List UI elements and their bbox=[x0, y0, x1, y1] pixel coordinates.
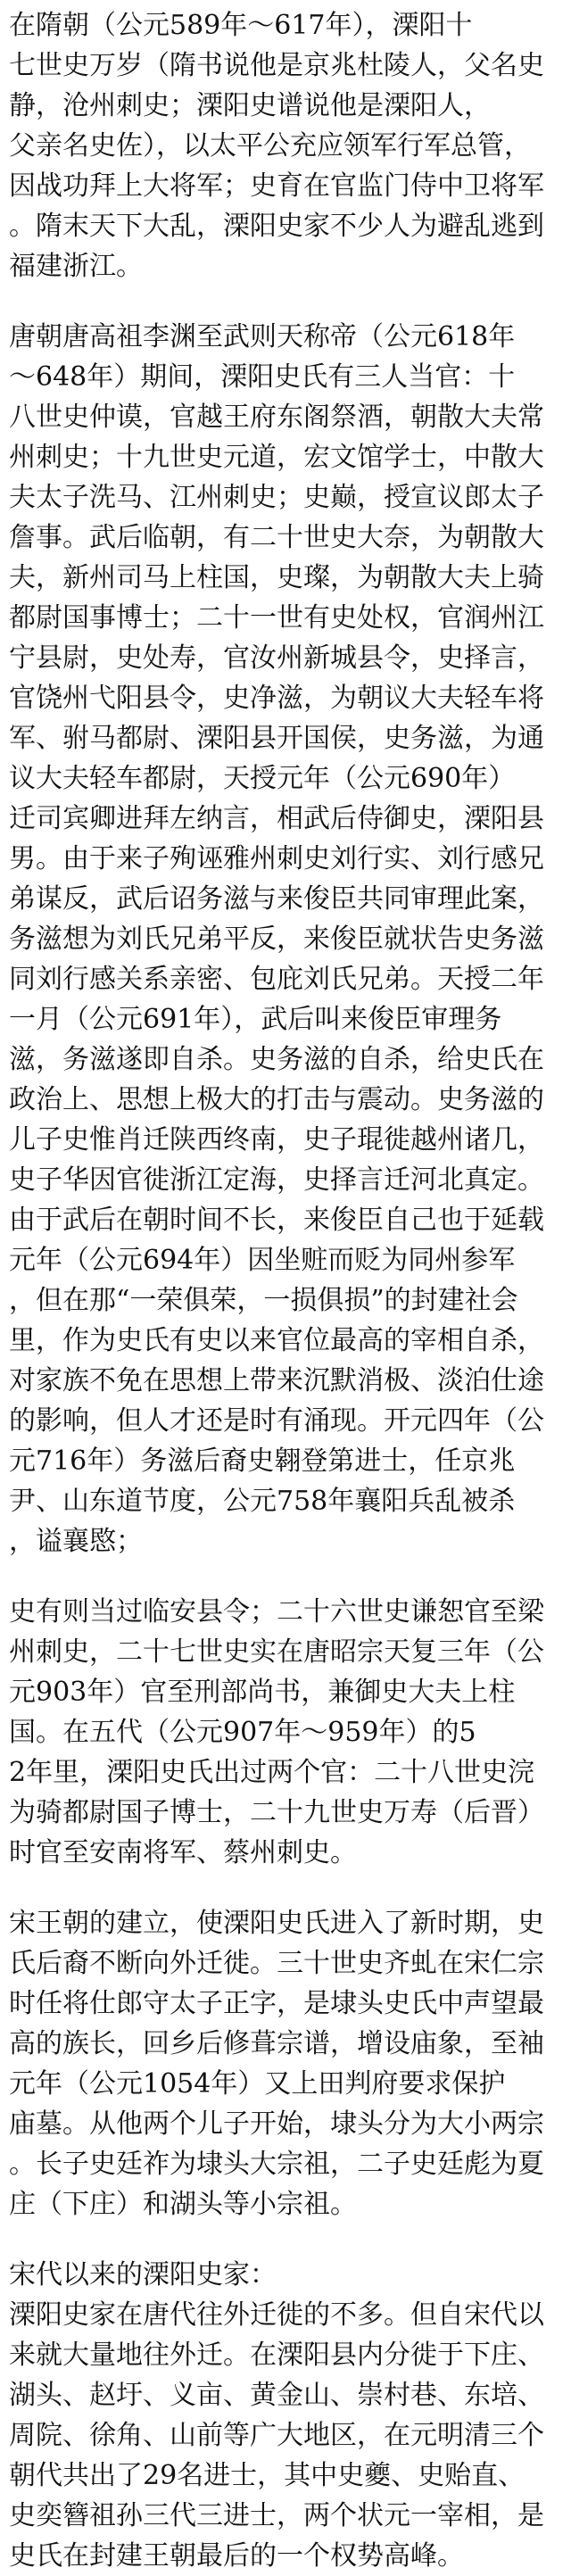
text-line: 朝代共出了29名进士，其中史夔、史贻直、 bbox=[9, 2460, 525, 2491]
text-line: 务滋想为刘氏兄弟平反，来俊臣就状告史务滋 bbox=[9, 924, 544, 955]
text-line: 2年里，溧阳史氏出过两个官：二十八世史浣 bbox=[9, 1757, 535, 1788]
text-line: 溧阳史家在唐代往外迁徙的不多。但自宋代以 bbox=[9, 2299, 544, 2331]
text-line: 史奕簪祖孙三代三进士，两个状元一宰相，是 bbox=[9, 2500, 544, 2531]
text-line: 对家族不免在思想上带来沉默消极、淡泊仕途 bbox=[9, 1365, 544, 1396]
text-line: 尹、山东道节度，公元758年襄阳兵乱被杀 bbox=[9, 1486, 516, 1517]
text-line: 的影响，但人才还是时有涌现。开元四年（公 bbox=[9, 1405, 544, 1437]
section-song-dynasty bbox=[9, 1903, 562, 2224]
text-line: 氏后裔不断向外迁徙。三十世史齐虬在宋仁宗 bbox=[9, 1948, 544, 1979]
text-line: 州刺史；十九世史元道，宏文馆学士，中散大 bbox=[9, 442, 544, 473]
text-line: 史子华因官徙浙江定海，史择言迁河北真定。 bbox=[9, 1164, 544, 1196]
text-line: 时任将仕郎守太子正字，是埭头史氏中声望最 bbox=[9, 1988, 544, 2019]
text-line: 七世史万岁（隋书说他是京兆杜陵人，父名史 bbox=[9, 50, 544, 81]
text-line: 湖头、赵圩、义亩、黄金山、崇村巷、东培、 bbox=[9, 2380, 544, 2411]
text-line: 宁县尉，史处寿，官汝州新城县令，史择言， bbox=[9, 642, 544, 674]
text-line: 州刺史，二十七世史实在唐昭宗天复三年（公 bbox=[9, 1636, 544, 1668]
text-line: 国。在五代（公元907年～959年）的5 bbox=[9, 1717, 476, 1748]
text-line: 八世史仲谟，官越王府东阁祭酒，朝散大夫常 bbox=[9, 402, 544, 433]
text-line: 官饶州弋阳县令，史净滋，为朝议大夫轻车将 bbox=[9, 683, 544, 714]
text-line: 议大夫轻车都尉，天授元年（公元690年） bbox=[9, 763, 516, 794]
text-line: 。长子史廷祚为埭头大宗祖，二子史廷彪为夏 bbox=[9, 2149, 544, 2180]
text-line: 静，沧州刺史；溧阳史谱说他是溧阳人， bbox=[9, 90, 491, 121]
text-line: ～648年）期间，溧阳史氏有三人当官：十 bbox=[9, 361, 516, 393]
text-line: 政治上、思想上极大的打击与震动。史务滋的 bbox=[9, 1084, 544, 1115]
text-line: 男。由于来子殉诬雅州刺史刘行实、刘行感兄 bbox=[9, 843, 544, 874]
text-line: 弟谋反，武后诏务滋与来俊臣共同审理此案， bbox=[9, 883, 544, 915]
text-line: 詹事。武后临朝，有二十世史大奈，为朝散大 bbox=[9, 522, 544, 553]
text-line: 时官至安南将军、蔡州刺史。 bbox=[9, 1837, 357, 1868]
text-line: 夫太子洗马、江州刺史；史巅，授宣议郎太子 bbox=[9, 482, 544, 513]
text-line: 元年（公元1054年）又上田判府要求保护 bbox=[9, 2068, 506, 2100]
text-line: 唐朝唐高祖李渊至武则天称帝（公元618年 bbox=[9, 321, 516, 352]
text-line: 军、驸马都尉、溧阳县开国侯，史务滋，为通 bbox=[9, 723, 544, 754]
text-line: 元903年）官至刑部尚书，兼御史大夫上柱 bbox=[9, 1677, 516, 1708]
text-line: 里，作为史氏有史以来官位最高的宰相自杀， bbox=[9, 1325, 544, 1356]
text-line: ，但在那“一荣俱荣，一损俱损”的封建社会 bbox=[9, 1285, 518, 1316]
text-line: 一月（公元691年），武后叫来俊臣审理务 bbox=[9, 1004, 502, 1035]
text-line: 宋王朝的建立，使溧阳史氏进入了新时期，史 bbox=[9, 1908, 544, 1939]
text-line: 为骑都尉国子博士，二十九世史万寿（后晋） bbox=[9, 1797, 544, 1828]
section-song-onward bbox=[9, 2255, 562, 2576]
text-line: 元716年）务滋后裔史翱登第进士，任京兆 bbox=[9, 1445, 516, 1477]
text-line: 滋，务滋遂即自杀。史务滋的自杀，给史氏在 bbox=[9, 1044, 544, 1075]
section-five-dynasties bbox=[9, 1592, 562, 1873]
text-line: 儿子史惟肖迁陕西终南，史子琨徙越州诸几， bbox=[9, 1124, 544, 1155]
text-line: 因战功拜上大将军；史育在官监门侍中卫将军 bbox=[9, 170, 544, 202]
text-line: ，谥襄愍； bbox=[9, 1526, 143, 1557]
section-sui-dynasty bbox=[9, 5, 562, 286]
text-line: 夫，新州司马上柱国，史璨，为朝散大夫上骑 bbox=[9, 562, 544, 593]
text-line: 迁司宾卿进拜左纳言，相武后侍御史，溧阳县 bbox=[9, 803, 544, 834]
text-line: 父亲名史佐），以太平公充应领军行军总管， bbox=[9, 130, 531, 162]
text-line: 。隋末天下大乱，溧阳史家不少人为避乱逃到 bbox=[9, 211, 544, 242]
text-line: 在隋朝（公元589年～617年），溧阳十 bbox=[9, 10, 473, 41]
section-tang-dynasty bbox=[9, 317, 562, 1561]
text-line: 周院、徐角、山前等广大地区，在元明清三个 bbox=[9, 2420, 544, 2451]
text-line: 同刘行感关系亲密、包庇刘氏兄弟。天授二年 bbox=[9, 964, 544, 995]
text-line: 福建浙江。 bbox=[9, 251, 143, 282]
text-line: 都尉国事博士；二十一世有史处权，官润州江 bbox=[9, 602, 544, 634]
text-line: 庙墓。从他两个儿子开始，埭头分为大小两宗 bbox=[9, 2108, 544, 2140]
text-line: 宋代以来的溧阳史家： bbox=[9, 2259, 277, 2290]
text-line: 来就大量地往外迁。在溧阳县内分徙于下庄、 bbox=[9, 2340, 544, 2371]
text-line: 庄（下庄）和湖头等小宗祖。 bbox=[9, 2189, 357, 2220]
text-line: 史有则当过临安县令；二十六世史谦恕官至梁 bbox=[9, 1596, 544, 1628]
text-line: 由于武后在朝时间不长，来俊臣自己也于延载 bbox=[9, 1205, 544, 1236]
text-line: 高的族长，回乡后修葺宗谱，增设庙象，至袖 bbox=[9, 2028, 544, 2059]
text-line: 元年（公元694年）因坐赃而贬为同州参军 bbox=[9, 1245, 516, 1276]
text-line: 史氏在封建王朝最后的一个权势高峰。 bbox=[9, 2540, 464, 2572]
